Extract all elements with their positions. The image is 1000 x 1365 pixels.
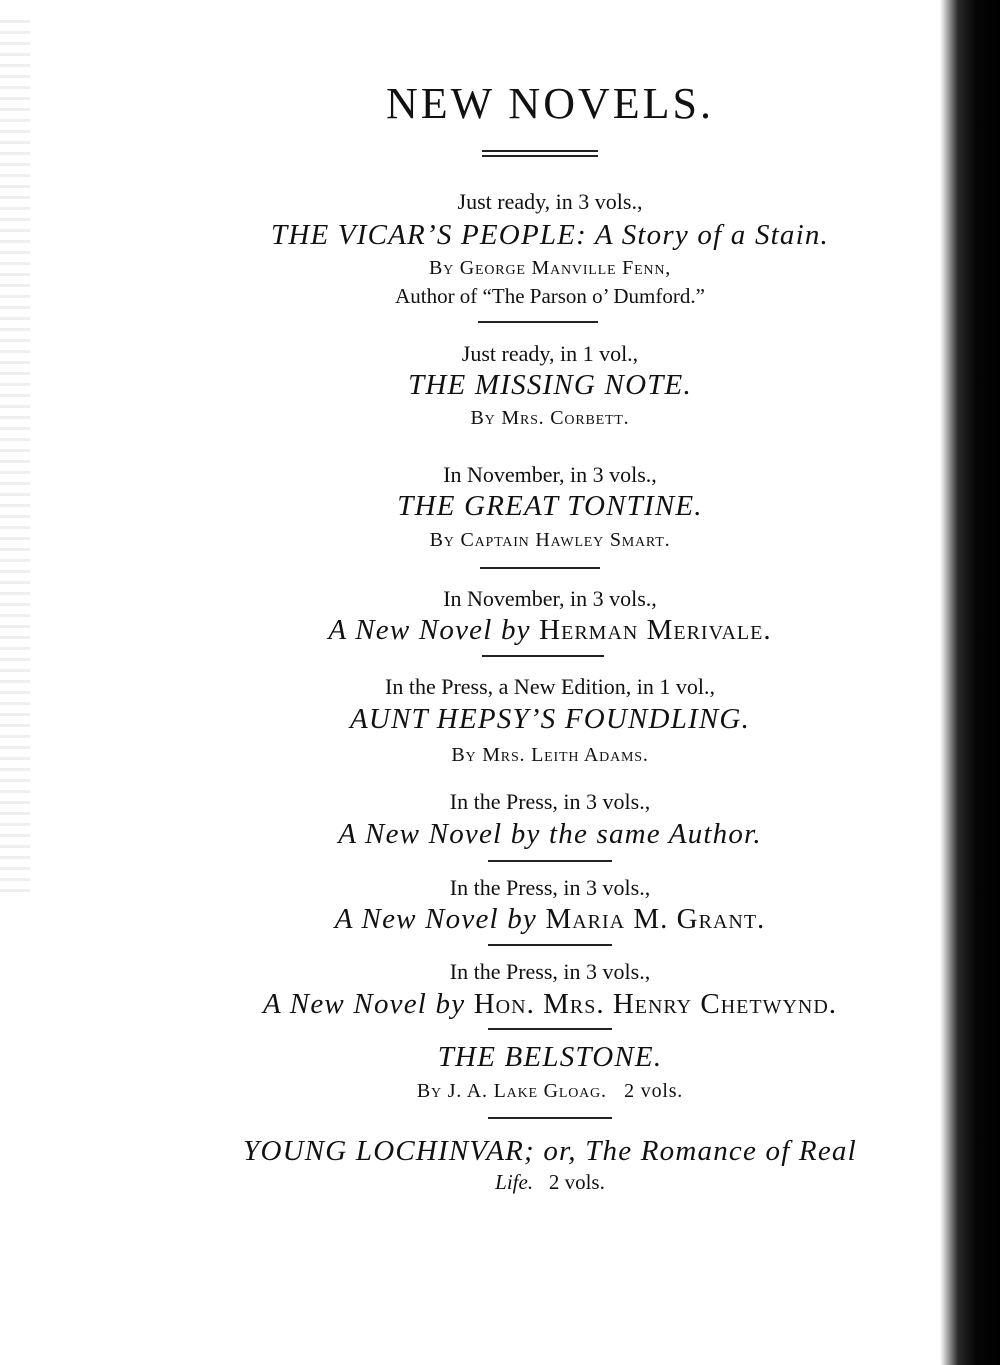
entry-1-note: Author of “The Parson o’ Dumford.” xyxy=(395,284,705,308)
page-edge-shadow-right xyxy=(940,0,1000,1365)
entry-5-lead: In the Press, a New Edition, in 1 vol., xyxy=(385,674,715,699)
entry-7-title xyxy=(190,903,910,936)
entry-7-title-italic: A New Novel by xyxy=(334,903,537,935)
entry-2-title: THE MISSING NOTE. xyxy=(408,369,692,401)
entry-2-lead: Just ready, in 1 vol., xyxy=(461,341,639,366)
entry-1-lead: Just ready, in 3 vols., xyxy=(457,189,643,214)
entry-1-author: By George Manville Fenn, xyxy=(428,257,672,279)
divider-8 xyxy=(488,1028,612,1030)
entry-3-author: By Captain Hawley Smart. xyxy=(429,529,671,551)
entry-10-title: YOUNG LOCHINVAR; or, The Romance of Real xyxy=(243,1135,857,1167)
advert-column xyxy=(190,0,910,1365)
entry-5-title: AUNT HEPSY’S FOUNDLING. xyxy=(349,703,751,735)
entry-8-title xyxy=(190,988,910,1021)
title-double-rule xyxy=(482,150,598,157)
divider-1 xyxy=(478,321,598,323)
entry-2-author: By Mrs. Corbett. xyxy=(470,407,630,429)
entry-8-title-name: Hon. Mrs. Henry Chetwynd. xyxy=(473,988,838,1020)
entry-7-lead: In the Press, in 3 vols., xyxy=(449,875,651,900)
entry-4-title-italic: A New Novel by xyxy=(328,614,531,646)
divider-9 xyxy=(488,1117,612,1119)
divider-7 xyxy=(488,944,612,946)
entry-8-title-italic: A New Novel by xyxy=(262,988,466,1020)
entry-9-vols: 2 vols. xyxy=(624,1080,684,1102)
entry-5-author: By Mrs. Leith Adams. xyxy=(451,744,649,766)
entry-7-title-name: Maria M. Grant. xyxy=(545,903,766,935)
entry-1-title: THE VICAR’S PEOPLE: A Story of a Stain. xyxy=(270,219,830,251)
entry-4-lead: In November, in 3 vols., xyxy=(443,586,657,611)
entry-6-title: A New Novel by the same Author. xyxy=(338,818,762,850)
entry-9-title: THE BELSTONE. xyxy=(437,1041,663,1073)
entry-3-lead: In November, in 3 vols., xyxy=(443,462,657,487)
entry-9-author-line xyxy=(190,1080,910,1103)
divider-3 xyxy=(480,567,600,569)
divider-6 xyxy=(488,860,612,862)
divider-4 xyxy=(482,655,604,657)
entry-4-title-name: Herman Merivale. xyxy=(539,614,772,646)
entry-10-vols: 2 vols. xyxy=(548,1170,605,1194)
entry-10-cont-line xyxy=(190,1170,910,1195)
entry-4-title xyxy=(190,614,910,647)
page-title: NEW NOVELS. xyxy=(386,79,714,128)
entry-8-lead: In the Press, in 3 vols., xyxy=(449,959,651,984)
entry-3-title: THE GREAT TONTINE. xyxy=(397,490,703,522)
entry-10-title-cont: Life. xyxy=(495,1170,534,1194)
entry-6-lead: In the Press, in 3 vols., xyxy=(449,789,651,814)
entry-9-author: By J. A. Lake Gloag. xyxy=(416,1080,607,1102)
page-edge-shadow-left xyxy=(0,20,30,900)
